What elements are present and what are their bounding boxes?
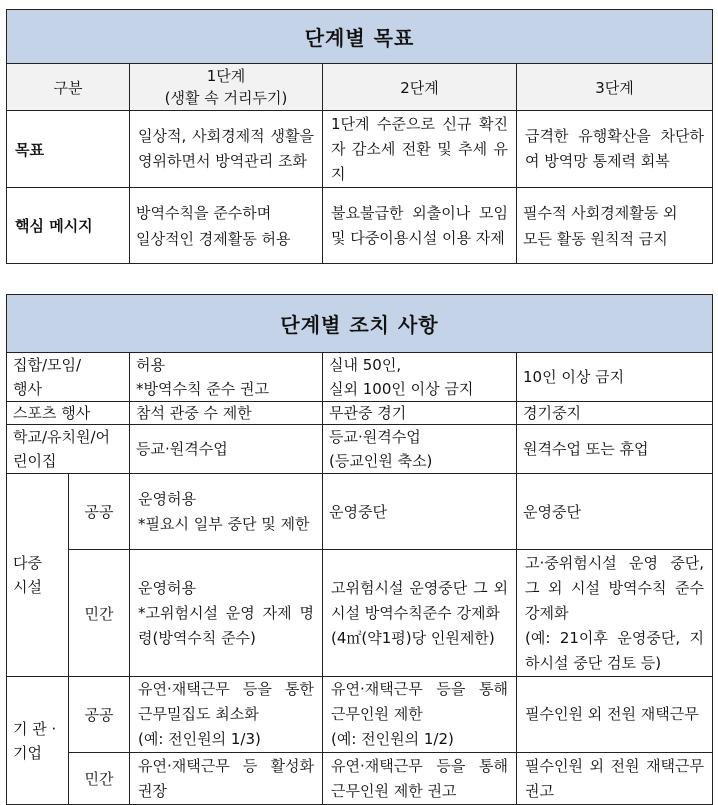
institutions-label: 기 관 · 기업 — [7, 677, 69, 805]
header-stage1: 1단계 (생활 속 거리두기) — [130, 64, 323, 111]
institutions-public-stage3: 필수인원 외 전원 재택근무 — [517, 677, 713, 753]
facilities-public-stage3: 운영중단 — [517, 474, 713, 550]
sports-row — [7, 402, 713, 425]
sports-stage2: 무관중 경기 — [323, 402, 517, 425]
goal-stage1: 일상적, 사회경제적 생활을 영위하면서 방역관리 조화 — [130, 111, 323, 188]
stage-measures-table — [6, 294, 713, 805]
key-message-label: 핵심 메시지 — [7, 188, 130, 264]
facilities-private-stage3: 고·중위험시설 운영 중단, 그 외 시설 방역수칙 준수 강제화 (예: 21이후 운영중단, 지하시설 중단 검토 등) — [517, 550, 713, 677]
facilities-public-row — [7, 474, 713, 550]
facilities-private-row — [7, 550, 713, 677]
key-message-stage2: 불요불급한 외출이나 모임 및 다중이용시설 이용 자제 — [323, 188, 517, 264]
gathering-label: 집합/모임/ 행사 — [7, 353, 130, 402]
school-stage1: 등교·원격수업 — [130, 425, 323, 474]
key-message-stage3: 필수적 사회경제활동 외 모든 활동 원칙적 금지 — [517, 188, 713, 264]
gathering-stage1: 허용 *방역수칙 준수 권고 — [130, 353, 323, 402]
goal-label: 목표 — [7, 111, 130, 188]
header-stage3: 3단계 — [517, 64, 713, 111]
sports-stage3: 경기중지 — [517, 402, 713, 425]
institutions-private-row — [7, 753, 713, 805]
facilities-public-stage1: 운영허용 *필요시 일부 중단 및 제한 — [130, 474, 323, 550]
institutions-public-stage2: 유연·재택근무 등을 통해 근무인원 제한 (예: 전인원의 1/2) — [323, 677, 517, 753]
facilities-public-stage2: 운영중단 — [323, 474, 517, 550]
school-label: 학교/유치원/어 린이집 — [7, 425, 130, 474]
goal-stage3: 급격한 유행확산을 차단하여 방역망 통제력 회복 — [517, 111, 713, 188]
sports-stage1: 참석 관중 수 제한 — [130, 402, 323, 425]
gathering-stage2: 실내 50인, 실외 100인 이상 금지 — [323, 353, 517, 402]
gathering-row — [7, 353, 713, 402]
institutions-public-label: 공공 — [69, 677, 130, 753]
institutions-private-label: 민간 — [69, 753, 130, 805]
facilities-public-label: 공공 — [69, 474, 130, 550]
institutions-private-stage2: 유연·재택근무 등을 통해 근무인원 제한 권고 — [323, 753, 517, 805]
facilities-private-label: 민간 — [69, 550, 130, 677]
stage-goals-title: 단계별 목표 — [7, 10, 713, 64]
stage-measures-title: 단계별 조치 사항 — [7, 295, 713, 353]
facilities-private-stage1: 운영허용 *고위험시설 운영 자제 명령(방역수칙 준수) — [130, 550, 323, 677]
key-message-stage1: 방역수칙을 준수하며 일상적인 경제활동 허용 — [130, 188, 323, 264]
school-stage3: 원격수업 또는 휴업 — [517, 425, 713, 474]
institutions-public-stage1: 유연·재택근무 등을 통한 근무밀집도 최소화 (예: 전인원의 1/3) — [130, 677, 323, 753]
sports-label: 스포츠 행사 — [7, 402, 130, 425]
school-row — [7, 425, 713, 474]
facilities-private-stage2: 고위험시설 운영중단 그 외 시설 방역수칙준수 강제화 (4㎡(약1평)당 인원제한) — [323, 550, 517, 677]
header-stage2: 2단계 — [323, 64, 517, 111]
institutions-public-row — [7, 677, 713, 753]
institutions-private-stage3: 필수인원 외 전원 재택근무 권고 — [517, 753, 713, 805]
goal-row — [7, 111, 713, 188]
stage-goals-header-row — [7, 64, 713, 111]
institutions-private-stage1: 유연·재택근무 등 활성화 권장 — [130, 753, 323, 805]
facilities-label: 다중 시설 — [7, 474, 69, 677]
school-stage2: 등교·원격수업 (등교인원 축소) — [323, 425, 517, 474]
header-category: 구분 — [7, 64, 130, 111]
goal-stage2: 1단계 수준으로 신규 확진자 감소세 전환 및 추세 유지 — [323, 111, 517, 188]
gathering-stage3: 10인 이상 금지 — [517, 353, 713, 402]
key-message-row — [7, 188, 713, 264]
stage-goals-table — [6, 9, 713, 264]
